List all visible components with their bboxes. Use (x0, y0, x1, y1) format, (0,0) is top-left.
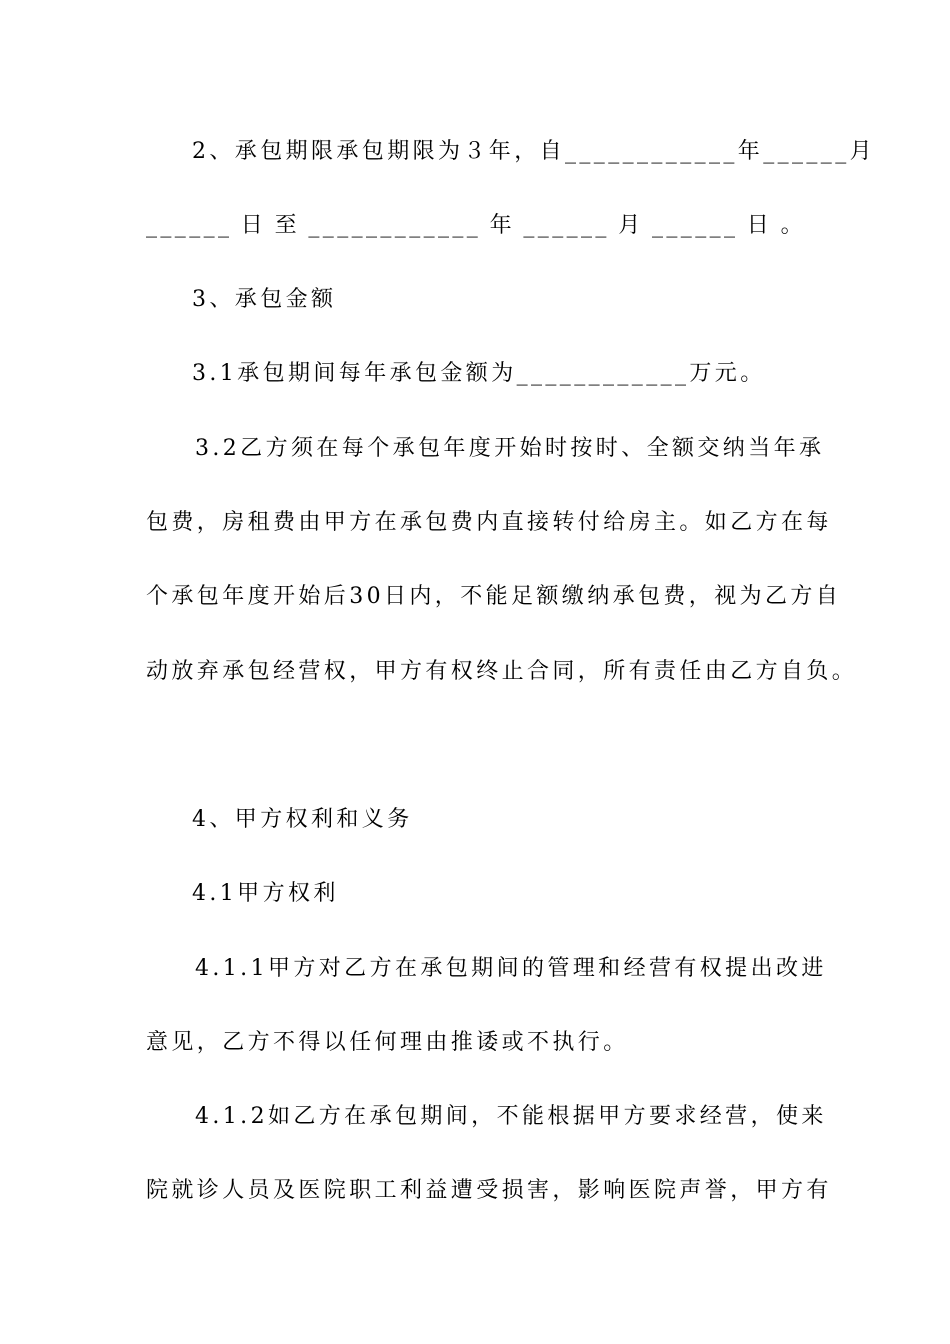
text-line: 3.1承包期间每年承包金额为____________万元。 (192, 361, 766, 386)
text-line: 包费，房租费由甲方在承包费内直接转付给房主。如乙方在每 (146, 510, 832, 535)
section-heading: 3、承包金额 (192, 287, 337, 312)
text-line: 个承包年度开始后30日内，不能足额缴纳承包费，视为乙方自 (146, 584, 842, 609)
text-line: ______日至____________年______月______日。 (146, 213, 806, 238)
subsection-heading: 4.1甲方权利 (192, 881, 339, 906)
text-line: 3.2乙方须在每个承包年度开始时按时、全额交纳当年承 (195, 436, 825, 461)
text-line: 4.1.1甲方对乙方在承包期间的管理和经营有权提出改进 (195, 956, 827, 981)
section-heading: 4、甲方权利和义务 (192, 807, 413, 832)
text-line: 意见，乙方不得以任何理由推诿或不执行。 (146, 1030, 629, 1055)
text-line: 4.1.2如乙方在承包期间，不能根据甲方要求经营，使来 (195, 1104, 827, 1129)
text-line: 院就诊人员及医院职工利益遭受损害，影响医院声誉，甲方有 (146, 1178, 832, 1203)
text-line: 2、承包期限承包期限为３年，自____________年______月 (192, 139, 875, 164)
text-line: 动放弃承包经营权，甲方有权终止合同，所有责任由乙方自负。 (146, 659, 858, 684)
